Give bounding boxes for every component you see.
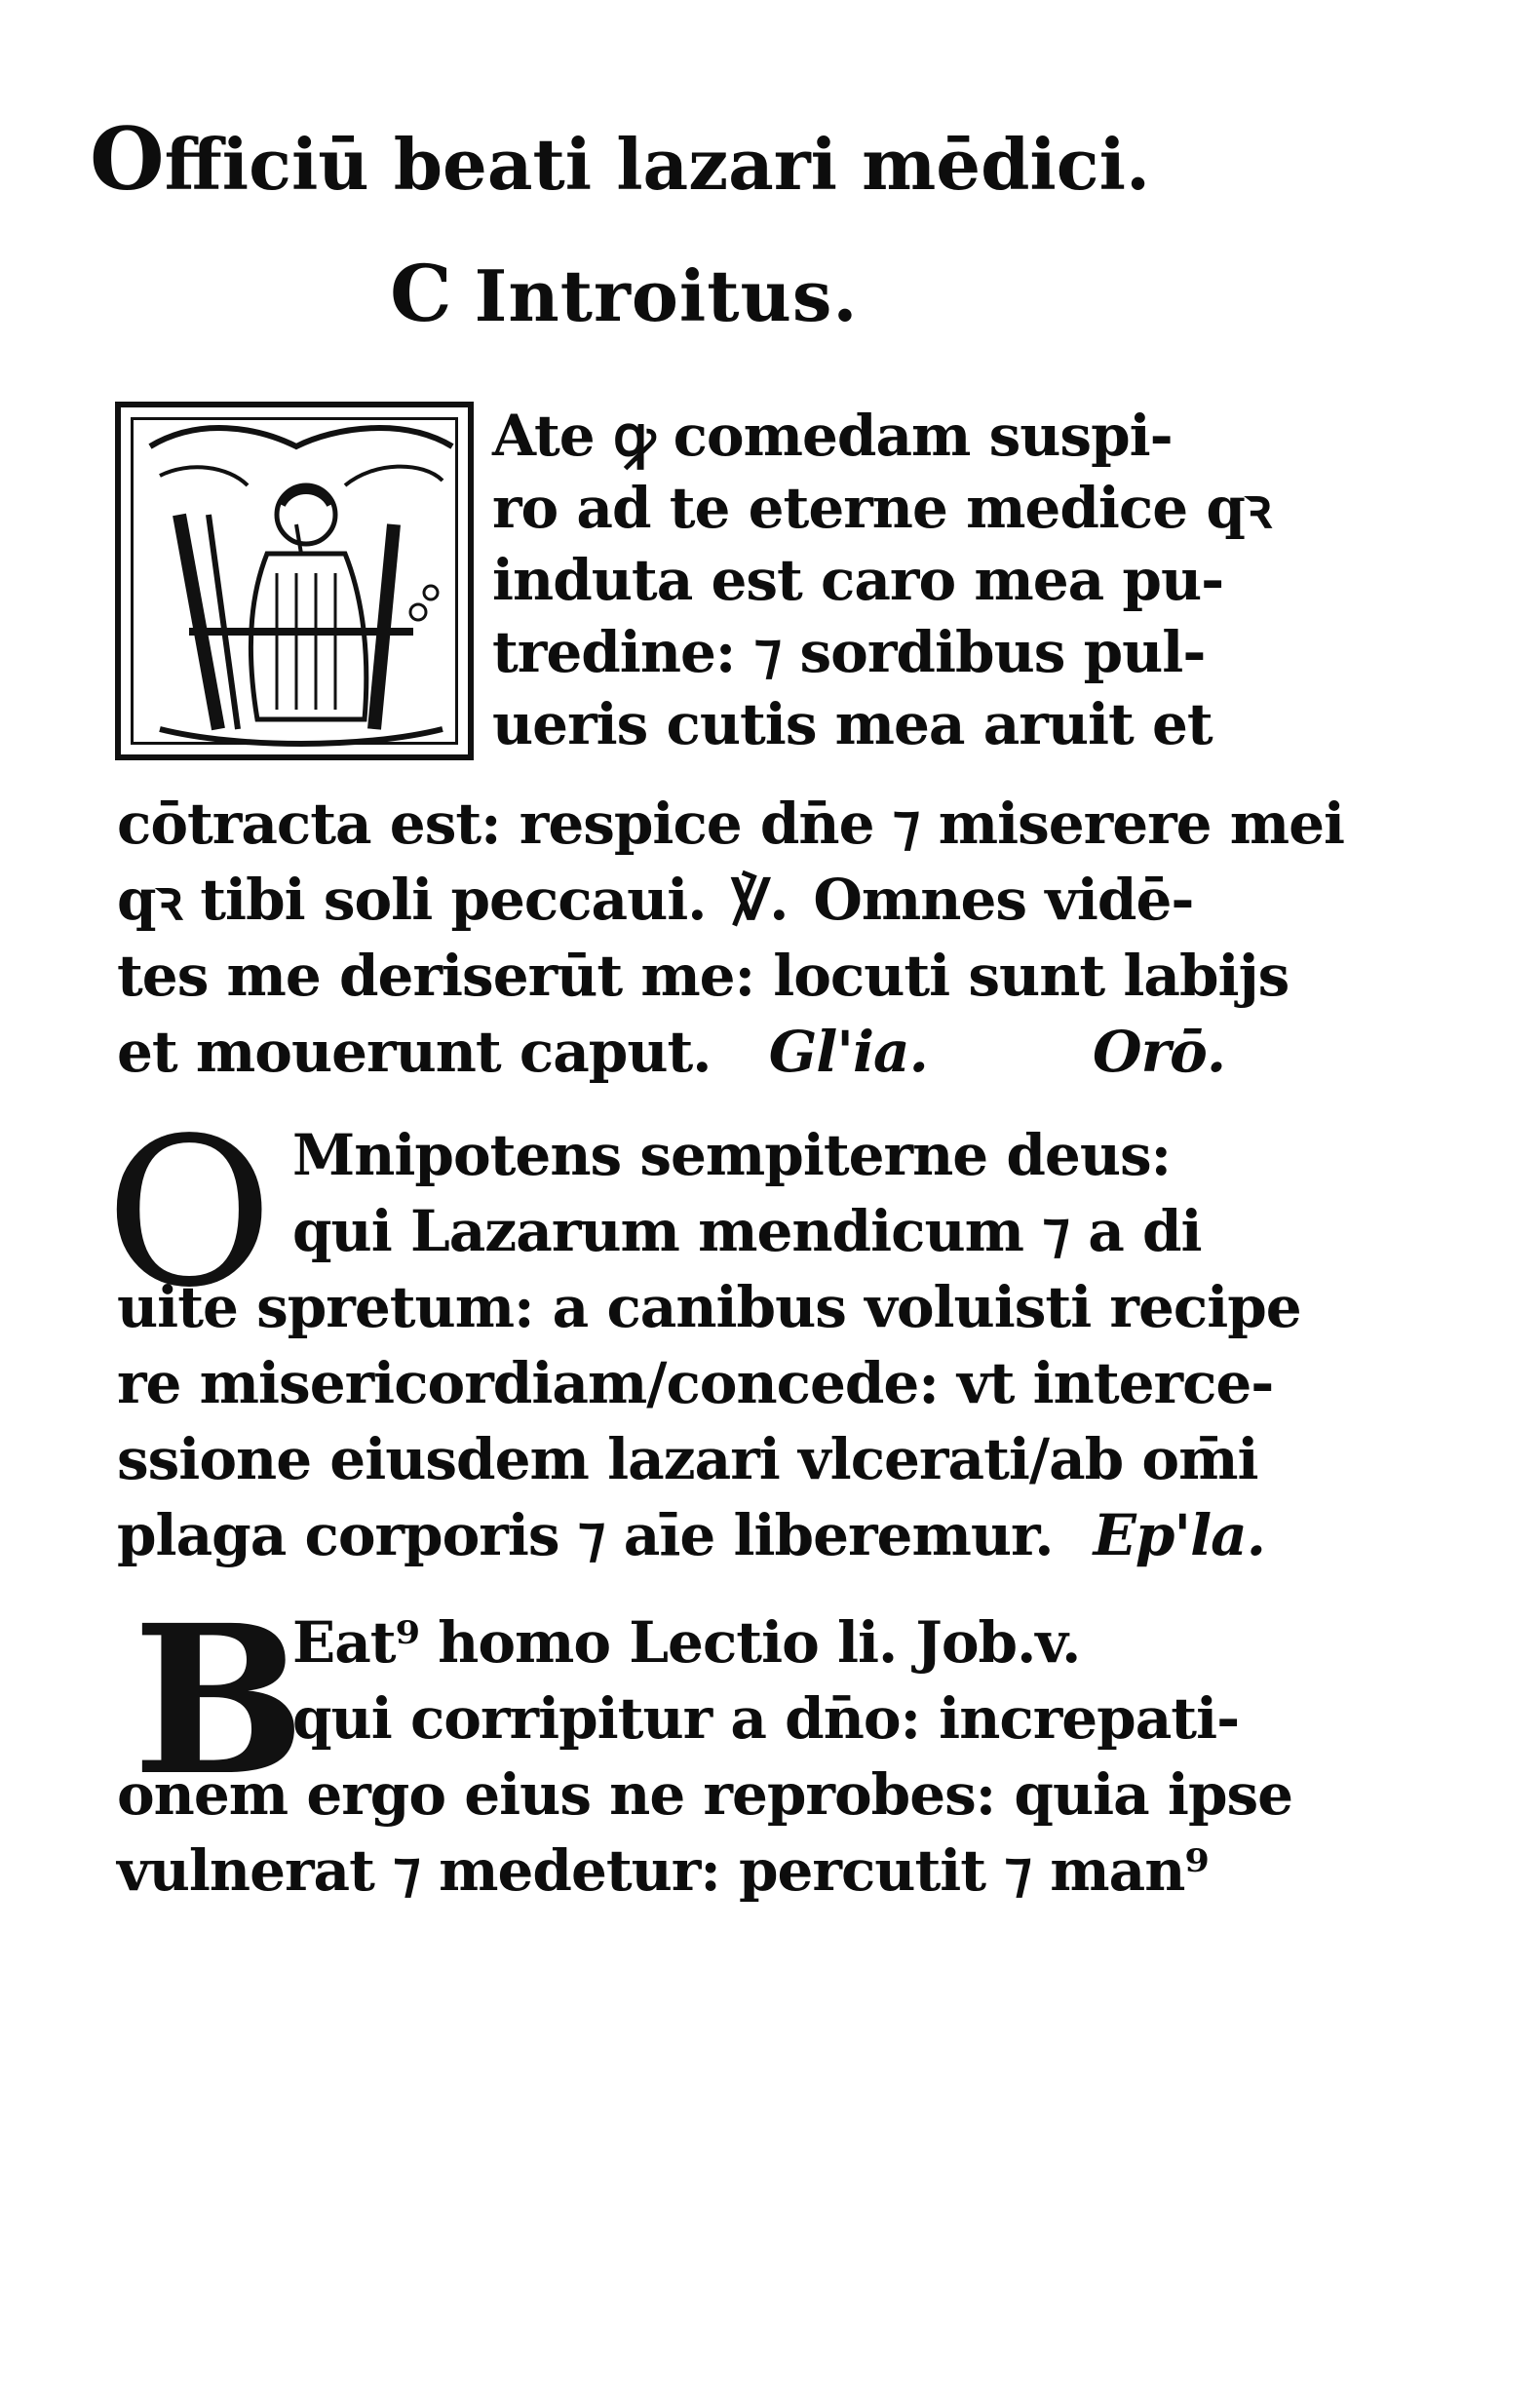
paragraph-mark-icon: C xyxy=(390,248,453,339)
text-line: qui corripitur a dn̄o: increpati- xyxy=(292,1685,1240,1752)
versicle-text: Omnes vidē- xyxy=(813,867,1194,933)
text-line: Ate ꝙ comedam suspi- xyxy=(492,403,1173,469)
versicle-mark-icon: ℣. xyxy=(731,867,789,933)
text-line: re misericordiam/concede: vt interce- xyxy=(117,1350,1274,1416)
text-line: vulnerat ⁊ medetur: percutit ⁊ man⁹ xyxy=(117,1837,1209,1904)
title-text: fficiū beati lazari mēdici. xyxy=(164,123,1151,206)
text-line: ueris cutis mea aruit et xyxy=(492,691,1213,757)
lesson-initial: B xyxy=(133,1580,306,1821)
section-heading xyxy=(390,250,1423,340)
collect-initial: O xyxy=(105,1094,274,1332)
text-line: ro ad te eterne medice qꝛ xyxy=(492,475,1271,541)
text-line: cōtracta est: respice dn̄e ⁊ miserere mei xyxy=(117,791,1345,857)
text-line xyxy=(117,1018,1226,1086)
text-line: onem ergo eius ne reprobes: quia ipse xyxy=(117,1761,1293,1828)
text-line-segment: plaga corporis ⁊ aīe liberemur. xyxy=(117,1502,1054,1568)
text-line xyxy=(117,1501,1265,1569)
text-line: induta est caro mea pu- xyxy=(492,547,1224,613)
woodcut-initial xyxy=(115,402,474,760)
woodcut-figure-icon xyxy=(121,407,480,766)
text-line: qui Lazarum mendicum ⁊ a di xyxy=(292,1198,1202,1264)
text-line-segment: qꝛ tibi soli peccaui. xyxy=(117,867,707,933)
text-line xyxy=(117,866,1194,934)
heading-text: Introitus. xyxy=(474,254,859,337)
text-line: Eat⁹ homo Lectio li. Job.v. xyxy=(292,1609,1081,1676)
gloria-rubric: Gl'ia. xyxy=(768,1019,928,1085)
text-line: tredine: ⁊ sordibus pul- xyxy=(492,619,1206,685)
oratio-rubric: Orō. xyxy=(1093,1019,1226,1085)
text-line: ssione eiusdem lazari vlcerati/ab om̄i xyxy=(117,1426,1258,1492)
text-line: tes me deriserūt me: locuti sunt labijs xyxy=(117,943,1290,1009)
epistola-rubric: Ep'la. xyxy=(1093,1502,1265,1568)
page-title xyxy=(90,108,1151,210)
text-line-segment: et mouerunt caput. xyxy=(117,1019,712,1085)
text-line: uite spretum: a canibus voluisti recipe xyxy=(117,1274,1301,1340)
title-initial: O xyxy=(90,108,165,210)
text-line: Mnipotens sempiterne deus: xyxy=(292,1122,1172,1188)
